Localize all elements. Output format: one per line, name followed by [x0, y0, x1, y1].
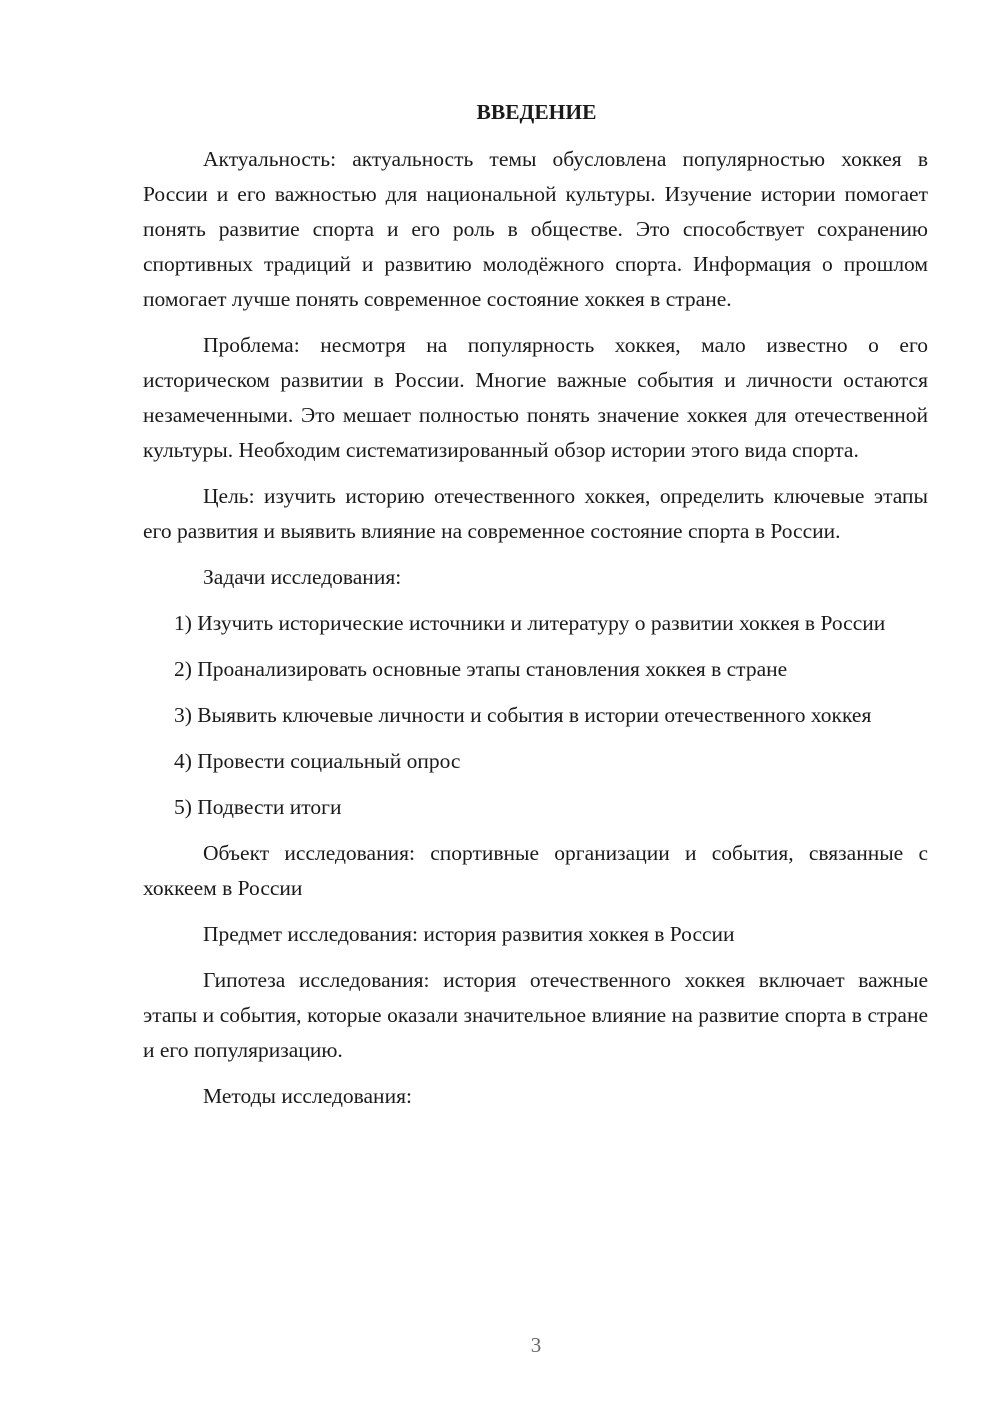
paragraph-problem: Проблема: несмотря на популярность хоккея, мало известно о его историческом развитии в России. Многие важные события и личности остаются незамеченными. Это мешает полностью понять значение хоккея для отечественной культуры. Необходим систематизированный обзор истории этого вида спорта. — [143, 333, 928, 462]
paragraph-goal: Цель: изучить историю отечественного хоккея, определить ключевые этапы его развития и выявить влияние на современное состояние спорта в России. — [143, 484, 928, 543]
paragraph-subject: Предмет исследования: история развития хоккея в России — [203, 922, 735, 946]
page-title: ВВЕДЕНИЕ — [476, 100, 597, 124]
paragraph-methods: Методы исследования: — [203, 1084, 412, 1108]
page-content — [143, 95, 928, 1125]
task-item: 3) Выявить ключевые личности и события в истории отечественного хоккея — [174, 703, 872, 727]
paragraph-hypothesis: Гипотеза исследования: история отечественного хоккея включает важные этапы и события, которые оказали значительное влияние на развитие спорта в стране и его популяризацию. — [143, 968, 928, 1062]
paragraph-object: Объект исследования: спортивные организации и события, связанные с хоккеем в России — [143, 841, 928, 900]
task-item: 2) Проанализировать основные этапы становления хоккея в стране — [174, 657, 788, 681]
page-number: 3 — [530, 1333, 542, 1357]
task-item: 5) Подвести итоги — [174, 795, 342, 819]
task-item: 1) Изучить исторические источники и литературу о развитии хоккея в России — [174, 611, 886, 635]
paragraph-relevance: Актуальность: актуальность темы обусловлена популярностью хоккея в России и его важностью для национальной культуры. Изучение истории помогает понять развитие спорта и его роль в обществе. Это способствует сохранению спортивных традиций и развитию молодёжного спорта. Информация о прошлом помогает лучше понять современное состояние хоккея в стране. — [143, 147, 928, 311]
paragraph-tasks-heading: Задачи исследования: — [203, 565, 402, 589]
task-item: 4) Провести социальный опрос — [174, 749, 461, 773]
